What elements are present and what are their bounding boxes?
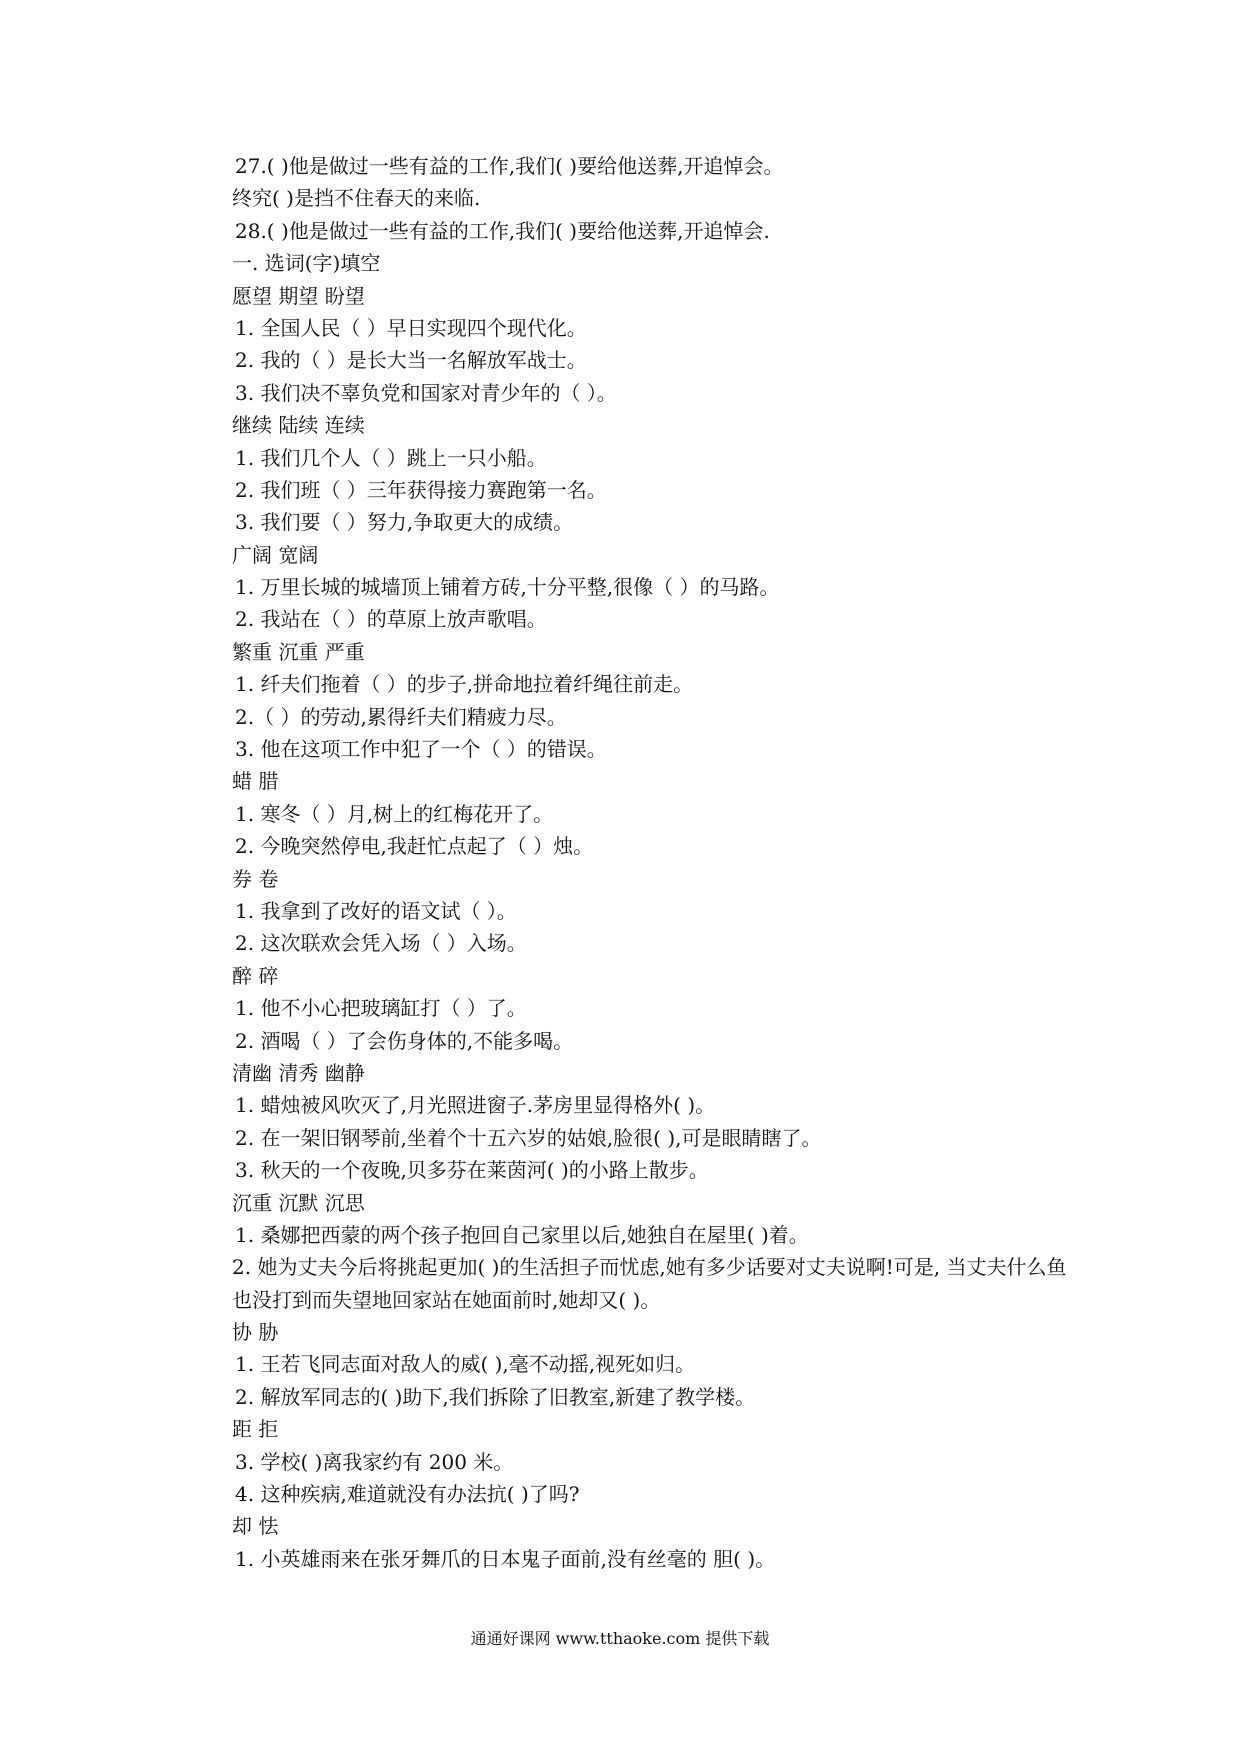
- paragraph: 2. 她为丈夫今后将挑起更加( )的生活担子而忧虑,她有多少话要对丈夫说啊!可是, 当丈夫什么鱼也没打到而失望地回家站在她面前时,她却又( )。: [232, 1255, 1067, 1312]
- section-heading: 一. 选词(字)填空: [232, 251, 381, 276]
- exercise-item: 1. 我拿到了改好的语文试（ ）。: [235, 898, 517, 923]
- page-footer: 通通好课网 www.tthaoke.com 提供下载: [470, 1629, 770, 1648]
- document-body: [192, 150, 1072, 1575]
- exercise-item: 3. 我们要（ ）努力,争取更大的成绩。: [235, 510, 574, 535]
- exercise-item: 1. 我们几个人（ ）跳上一只小船。: [235, 445, 547, 470]
- exercise-item: 3. 他在这项工作中犯了一个（ ）的错误。: [235, 737, 607, 762]
- exercise-item: 1. 小英雄雨来在张牙舞爪的日本鬼子面前,没有丝毫的 胆( )。: [235, 1546, 776, 1571]
- exercise-item: 2.（ ）的劳动,累得纤夫们精疲力尽。: [235, 704, 567, 729]
- exercise-item: 2. 我的（ ）是长大当一名解放军战士。: [235, 348, 587, 373]
- section-heading: 沉重 沉默 沉思: [232, 1190, 365, 1215]
- exercise-item: 2. 解放军同志的( )助下,我们拆除了旧教室,新建了教学楼。: [235, 1384, 756, 1409]
- exercise-item: 3. 我们决不辜负党和国家对青少年的（ ）。: [235, 380, 617, 405]
- exercise-item: 2. 我们班（ ）三年获得接力赛跑第一名。: [235, 477, 607, 502]
- section-heading: 愿望 期望 盼望: [232, 283, 365, 308]
- exercise-item: 3. 秋天的一个夜晚,贝多芬在莱茵河( )的小路上散步。: [235, 1158, 709, 1183]
- exercise-item: 3. 学校( )离我家约有 200 米。: [235, 1449, 514, 1474]
- exercise-item: 1. 蜡烛被风吹灭了,月光照进窗子.茅房里显得格外( )。: [235, 1093, 716, 1118]
- section-heading: 距 拒: [232, 1417, 279, 1442]
- exercise-item: 1. 王若飞同志面对敌人的威( ),毫不动摇,视死如归。: [235, 1352, 696, 1377]
- section-heading: 清幽 清秀 幽静: [232, 1060, 365, 1085]
- exercise-item: 2. 酒喝（ ）了会伤身体的,不能多喝。: [235, 1028, 574, 1053]
- section-heading: 蜡 腊: [232, 769, 279, 794]
- section-heading: 广阔 宽阔: [232, 542, 319, 567]
- section-heading: 却 怯: [232, 1514, 279, 1539]
- section-heading: 继续 陆续 连续: [232, 413, 365, 438]
- section-heading: 繁重 沉重 严重: [232, 639, 365, 664]
- exercise-item: 28.( )他是做过一些有益的工作,我们( )要给他送葬,开追悼会.: [235, 218, 770, 243]
- exercise-item: 1. 纤夫们拖着（ ）的步子,拼命地拉着纤绳往前走。: [235, 672, 694, 697]
- section-heading: 券 卷: [232, 866, 279, 891]
- section-heading: 醉 碎: [232, 963, 279, 988]
- section-heading: 协 胁: [232, 1320, 279, 1345]
- exercise-item: 1. 万里长城的城墙顶上铺着方砖,十分平整,很像（ ）的马路。: [235, 575, 780, 600]
- exercise-item: 1. 桑娜把西蒙的两个孩子抱回自己家里以后,她独自在屋里( )着。: [235, 1222, 809, 1247]
- exercise-item: 2. 今晚突然停电,我赶忙点起了（ ）烛。: [235, 834, 594, 859]
- exercise-item: 1. 他不小心把玻璃缸打（ ）了。: [235, 996, 527, 1021]
- exercise-item: 2. 我站在（ ）的草原上放声歌唱。: [235, 607, 547, 632]
- section-heading: 终究( )是挡不住春天的来临.: [232, 186, 481, 211]
- exercise-item: 27.( )他是做过一些有益的工作,我们( )要给他送葬,开追悼会。: [235, 154, 784, 178]
- exercise-item: 1. 全国人民（ ）早日实现四个现代化。: [235, 315, 587, 340]
- exercise-item: 1. 寒冬（ ）月,树上的红梅花开了。: [235, 801, 554, 826]
- exercise-item: 2. 这次联欢会凭入场（ ）入场。: [235, 931, 527, 956]
- exercise-item: 4. 这种疾病,难道就没有办法抗( )了吗?: [235, 1482, 580, 1507]
- exercise-item: 2. 在一架旧钢琴前,坐着个十五六岁的姑娘,脸很( ),可是眼睛瞎了。: [235, 1125, 822, 1150]
